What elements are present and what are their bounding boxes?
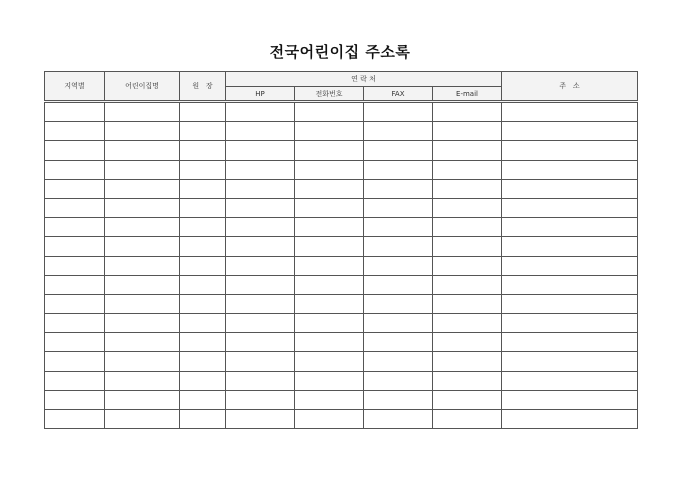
- table-cell[interactable]: [433, 179, 502, 198]
- table-cell[interactable]: [502, 275, 638, 294]
- header-daycare-name: 어린이집명: [105, 72, 180, 102]
- table-cell[interactable]: [180, 352, 226, 371]
- address-table: [44, 71, 638, 429]
- table-cell[interactable]: [433, 102, 502, 122]
- header-hp: HP: [226, 87, 295, 102]
- table-cell[interactable]: [502, 390, 638, 409]
- table-cell[interactable]: [364, 390, 433, 409]
- table-cell[interactable]: [502, 218, 638, 237]
- table-cell[interactable]: [226, 160, 295, 179]
- table-cell[interactable]: [502, 141, 638, 160]
- table-cell[interactable]: [295, 256, 364, 275]
- table-cell[interactable]: [105, 371, 180, 390]
- table-cell[interactable]: [226, 237, 295, 256]
- header-phone: 전화번호: [295, 87, 364, 102]
- table-cell[interactable]: [502, 122, 638, 141]
- table-cell[interactable]: [45, 390, 105, 409]
- table-cell[interactable]: [364, 352, 433, 371]
- table-cell[interactable]: [45, 352, 105, 371]
- table-cell[interactable]: [180, 198, 226, 217]
- table-row: [45, 294, 638, 313]
- table-cell[interactable]: [45, 102, 105, 122]
- table-cell[interactable]: [105, 102, 180, 122]
- table-cell[interactable]: [180, 122, 226, 141]
- table-cell[interactable]: [180, 294, 226, 313]
- table-row: [45, 160, 638, 179]
- table-cell[interactable]: [105, 218, 180, 237]
- table-cell[interactable]: [433, 198, 502, 217]
- table-cell[interactable]: [433, 275, 502, 294]
- table-cell[interactable]: [295, 410, 364, 429]
- table-row: [45, 198, 638, 217]
- table-row: [45, 390, 638, 409]
- table-cell[interactable]: [364, 237, 433, 256]
- table-cell[interactable]: [45, 160, 105, 179]
- table-cell[interactable]: [364, 102, 433, 122]
- table-cell[interactable]: [45, 198, 105, 217]
- table-cell[interactable]: [433, 390, 502, 409]
- table-cell[interactable]: [226, 179, 295, 198]
- table-row: [45, 410, 638, 429]
- table-cell[interactable]: [364, 275, 433, 294]
- table-cell[interactable]: [105, 237, 180, 256]
- table-cell[interactable]: [502, 314, 638, 333]
- table-cell[interactable]: [180, 237, 226, 256]
- table-cell[interactable]: [105, 198, 180, 217]
- table-cell[interactable]: [433, 333, 502, 352]
- page-title: 전국어린이집 주소록: [269, 43, 411, 61]
- header-address: 주 소: [502, 72, 638, 102]
- table-cell[interactable]: [433, 294, 502, 313]
- header-region: 지역별: [45, 72, 105, 102]
- table-cell[interactable]: [226, 102, 295, 122]
- table-cell[interactable]: [295, 218, 364, 237]
- table-cell[interactable]: [295, 237, 364, 256]
- table-row: [45, 102, 638, 122]
- table-cell[interactable]: [502, 102, 638, 122]
- table-cell[interactable]: [105, 314, 180, 333]
- table-cell[interactable]: [226, 218, 295, 237]
- table-cell[interactable]: [226, 352, 295, 371]
- table-cell[interactable]: [364, 141, 433, 160]
- table-cell[interactable]: [45, 122, 105, 141]
- table-cell[interactable]: [180, 256, 226, 275]
- table-cell[interactable]: [364, 122, 433, 141]
- table-row: [45, 122, 638, 141]
- table-cell[interactable]: [45, 294, 105, 313]
- table-cell[interactable]: [364, 294, 433, 313]
- table-row: [45, 275, 638, 294]
- table-cell[interactable]: [105, 410, 180, 429]
- table-cell[interactable]: [226, 275, 295, 294]
- table-cell[interactable]: [226, 141, 295, 160]
- table-cell[interactable]: [180, 102, 226, 122]
- table-cell[interactable]: [364, 410, 433, 429]
- table-cell[interactable]: [295, 314, 364, 333]
- table-cell[interactable]: [105, 122, 180, 141]
- table-cell[interactable]: [433, 314, 502, 333]
- table-cell[interactable]: [502, 237, 638, 256]
- table-cell[interactable]: [45, 371, 105, 390]
- table-cell[interactable]: [180, 218, 226, 237]
- table-cell[interactable]: [433, 218, 502, 237]
- header-email: E-mail: [433, 87, 502, 102]
- table-cell[interactable]: [502, 371, 638, 390]
- table-cell[interactable]: [295, 122, 364, 141]
- table-cell[interactable]: [295, 371, 364, 390]
- table-cell[interactable]: [45, 141, 105, 160]
- table-cell[interactable]: [226, 256, 295, 275]
- table-cell[interactable]: [45, 314, 105, 333]
- table-cell[interactable]: [364, 218, 433, 237]
- table-cell[interactable]: [433, 352, 502, 371]
- table-row: [45, 333, 638, 352]
- table-cell[interactable]: [226, 314, 295, 333]
- table-row: [45, 314, 638, 333]
- table-cell[interactable]: [105, 160, 180, 179]
- table-cell[interactable]: [105, 179, 180, 198]
- table-cell[interactable]: [502, 256, 638, 275]
- table-cell[interactable]: [180, 275, 226, 294]
- table-cell[interactable]: [295, 333, 364, 352]
- table-row: [45, 256, 638, 275]
- table-cell[interactable]: [502, 352, 638, 371]
- table-cell[interactable]: [226, 122, 295, 141]
- table-cell[interactable]: [105, 256, 180, 275]
- table-cell[interactable]: [433, 122, 502, 141]
- header-fax: FAX: [364, 87, 433, 102]
- table-cell[interactable]: [45, 275, 105, 294]
- table-cell[interactable]: [433, 410, 502, 429]
- table-cell[interactable]: [45, 333, 105, 352]
- table-cell[interactable]: [502, 179, 638, 198]
- table-cell[interactable]: [433, 371, 502, 390]
- header-director: 원 장: [180, 72, 226, 102]
- table-cell[interactable]: [433, 160, 502, 179]
- table-cell[interactable]: [502, 294, 638, 313]
- table-row: [45, 237, 638, 256]
- table-cell[interactable]: [295, 294, 364, 313]
- header-contact: 연 락 처: [226, 72, 502, 87]
- table-cell[interactable]: [105, 390, 180, 409]
- table-cell[interactable]: [105, 333, 180, 352]
- table-cell[interactable]: [45, 179, 105, 198]
- table-row: [45, 141, 638, 160]
- table-cell[interactable]: [105, 275, 180, 294]
- table-cell[interactable]: [364, 314, 433, 333]
- table-cell[interactable]: [295, 160, 364, 179]
- table-cell[interactable]: [295, 390, 364, 409]
- table-cell[interactable]: [364, 179, 433, 198]
- table-cell[interactable]: [433, 237, 502, 256]
- table-cell[interactable]: [226, 333, 295, 352]
- table-cell[interactable]: [105, 352, 180, 371]
- table-cell[interactable]: [226, 371, 295, 390]
- table-cell[interactable]: [295, 102, 364, 122]
- table-cell[interactable]: [226, 410, 295, 429]
- table-cell[interactable]: [295, 198, 364, 217]
- table-cell[interactable]: [364, 333, 433, 352]
- table-cell[interactable]: [226, 198, 295, 217]
- table-cell[interactable]: [295, 141, 364, 160]
- table-cell[interactable]: [105, 141, 180, 160]
- table-cell[interactable]: [180, 390, 226, 409]
- table-cell[interactable]: [226, 390, 295, 409]
- table-cell[interactable]: [364, 256, 433, 275]
- table-cell[interactable]: [433, 141, 502, 160]
- table-cell[interactable]: [295, 275, 364, 294]
- table-cell[interactable]: [502, 410, 638, 429]
- table-cell[interactable]: [180, 179, 226, 198]
- table-cell[interactable]: [502, 198, 638, 217]
- table-cell[interactable]: [226, 294, 295, 313]
- table-cell[interactable]: [502, 333, 638, 352]
- table-cell[interactable]: [180, 371, 226, 390]
- table-row: [45, 218, 638, 237]
- table-row: [45, 352, 638, 371]
- table-cell[interactable]: [45, 410, 105, 429]
- table-cell[interactable]: [180, 160, 226, 179]
- table-cell[interactable]: [105, 294, 180, 313]
- table-cell[interactable]: [180, 141, 226, 160]
- table-cell[interactable]: [180, 333, 226, 352]
- table-cell[interactable]: [180, 410, 226, 429]
- table-row: [45, 371, 638, 390]
- table-cell[interactable]: [45, 218, 105, 237]
- table-cell[interactable]: [180, 314, 226, 333]
- table-cell[interactable]: [502, 160, 638, 179]
- table-cell[interactable]: [45, 256, 105, 275]
- table-body: [45, 102, 638, 429]
- table-cell[interactable]: [364, 198, 433, 217]
- table-cell[interactable]: [295, 179, 364, 198]
- table-cell[interactable]: [295, 352, 364, 371]
- table-cell[interactable]: [45, 237, 105, 256]
- table-cell[interactable]: [364, 160, 433, 179]
- table-cell[interactable]: [364, 371, 433, 390]
- table-cell[interactable]: [433, 256, 502, 275]
- table-row: [45, 179, 638, 198]
